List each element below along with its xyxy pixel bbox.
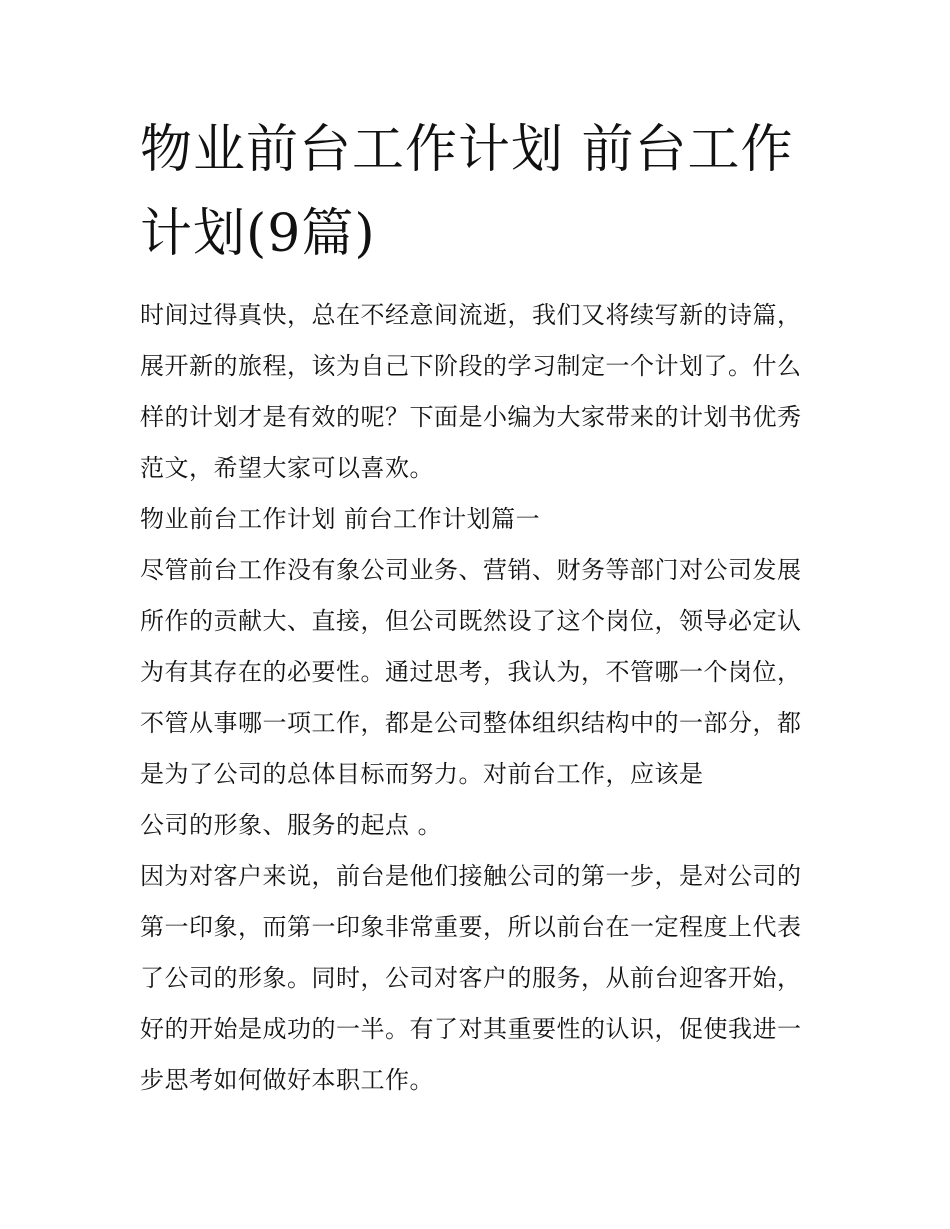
body-paragraph: 公司的形象、服务的起点 。: [140, 811, 443, 839]
body-paragraph: 因为对客户来说，前台是他们接触公司的第一步，是对公司的第一印象，而第一印象非常重要，所以前台在一定程度上代表了公司的形象。同时，公司对客户的服务，从前台迎客开始，好的开始是成功的一半。有了对其重要性的认识，促使我进一步思考如何做好本职工作。: [140, 862, 802, 1094]
intro-paragraph: 时间过得真快，总在不经意间流逝，我们又将续写新的诗篇，展开新的旅程，该为自己下阶段的学习制定一个计划了。什么样的计划才是有效的呢？下面是小编为大家带来的计划书优秀范文，希望大家可以喜欢。: [140, 301, 802, 482]
document-title: 物业前台工作计划 前台工作计划(9篇): [140, 120, 794, 264]
document-page: [140, 108, 816, 1106]
section-heading: 物业前台工作计划 前台工作计划篇一: [140, 505, 541, 533]
body-paragraph: 尽管前台工作没有象公司业务、营销、财务等部门对公司发展所作的贡献大、直接，但公司既然设了这个岗位，领导必定认为有其存在的必要性。通过思考，我认为，不管哪一个岗位，不管从事哪一项工作，都是公司整体组织结构中的一部分，都是为了公司的总体目标而努力。对前台工作，应该是: [140, 556, 802, 788]
